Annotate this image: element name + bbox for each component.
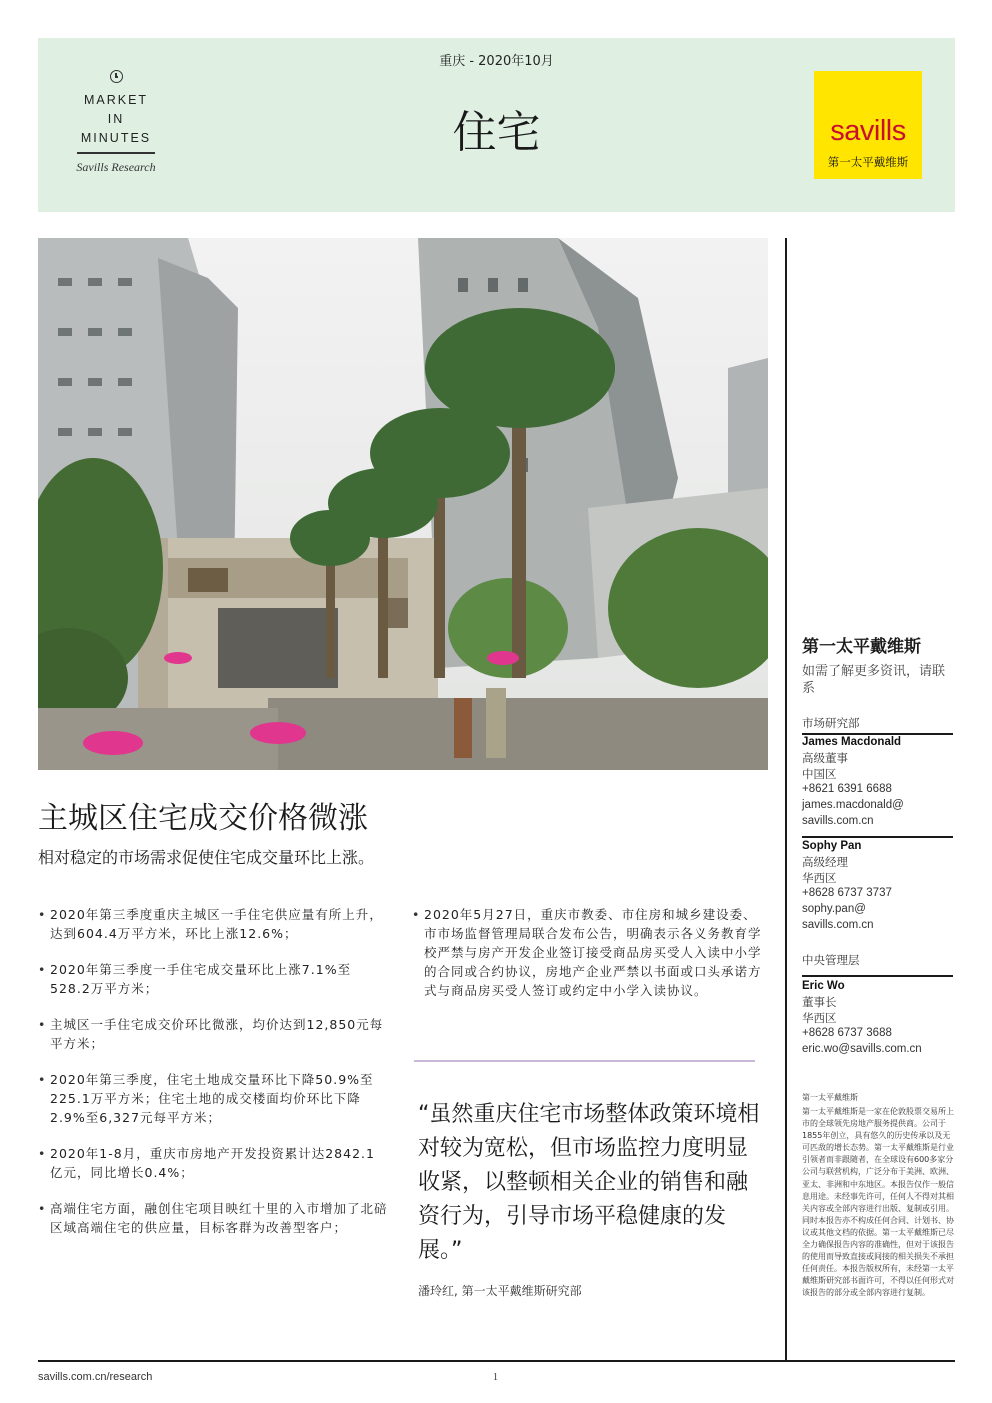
contact-card: [802, 979, 954, 1058]
savills-logo: [814, 71, 922, 179]
contact-region: 华西区: [802, 1010, 837, 1025]
article-subhead: 相对稳定的市场需求促使住宅成交量环比上涨。: [38, 848, 375, 867]
contact-phone[interactable]: +8628 6737 3688: [802, 1027, 892, 1040]
contact-email[interactable]: eric.wo@savills.com.cn: [802, 1043, 922, 1056]
contact-region: 华西区: [802, 870, 837, 885]
sidebar-divider: [785, 238, 787, 1360]
footer-divider: [38, 1360, 955, 1362]
list-item: • 2020年第三季度重庆主城区一手住宅供应量有所上升，达到604.4万平方米，环比上涨12.6%；: [38, 905, 388, 943]
location-date: 重庆 - 2020年10月: [439, 54, 554, 69]
header-band: [38, 38, 955, 212]
footer-link[interactable]: savills.com.cn/research: [38, 1371, 153, 1383]
list-item: • 2020年第三季度，住宅土地成交量环比下降50.9%至225.1万平方米；住宅土地的成交楼面均价环比下降2.9%至6,327元每平方米；: [38, 1070, 388, 1127]
contact-role: 高级董事: [802, 750, 848, 765]
quote-attribution: 潘玲红, 第一太平戴维斯研究部: [418, 1284, 582, 1298]
contact-divider: [802, 975, 953, 977]
section-label-management: 中央管理层: [802, 953, 860, 967]
quote-divider: [414, 1060, 755, 1062]
contact-name: Eric Wo: [802, 980, 845, 992]
page-title: 住宅: [452, 107, 541, 158]
contact-region: 中国区: [802, 766, 837, 781]
clock-icon: [110, 70, 123, 83]
list-item: • 高端住宅方面，融创住宅项目映红十里的入市增加了北碚区域高端住宅的供应量，目标客群为改善型客户；: [38, 1199, 388, 1237]
contact-email[interactable]: sophy.pan@: [802, 903, 866, 916]
sidebar-title: 第一太平戴维斯: [802, 637, 921, 657]
sidebar-intro: 如需了解更多资讯，请联系: [802, 664, 946, 696]
list-item: • 2020年5月27日，重庆市教委、市住房和城乡建设委、市市场监督管理局联合发布公告，明确表示各义务教育学校严禁与房产开发企业签订接受商品房买受人入读中小学的合同或合约协议，房地产企业严禁以书面或口头承诺方式与商品房买受人签订或约定中小学入读协议。: [412, 905, 768, 1000]
list-item: • 2020年1-8月，重庆市房地产开发投资累计达2842.1亿元，同比增长0.4%；: [38, 1144, 388, 1182]
contact-role: 董事长: [802, 994, 837, 1009]
contact-divider: [802, 836, 953, 838]
contact-phone[interactable]: +8628 6737 3737: [802, 887, 892, 900]
article-headline: 主城区住宅成交价格微涨: [38, 801, 368, 836]
pull-quote: “虽然重庆住宅市场整体政策环境相对较为宽松，但市场监控力度明显收紧，以整顿相关企业的销售和融资行为，引导市场平稳健康的发展。”: [418, 1102, 760, 1263]
series-subtitle: Savills Research: [76, 159, 156, 174]
list-item: • 2020年第三季度一手住宅成交量环比上涨7.1%至528.2万平方米；: [38, 960, 388, 998]
contact-phone[interactable]: +8621 6391 6688: [802, 783, 892, 796]
cover-photo: [38, 238, 768, 770]
contact-role: 高级经理: [802, 854, 848, 869]
section-label-research: 市场研究部: [802, 716, 860, 730]
series-line-2: IN: [107, 112, 125, 126]
contact-name: Sophy Pan: [802, 840, 862, 852]
contact-card: [802, 735, 954, 830]
contact-email-domain[interactable]: savills.com.cn: [802, 814, 874, 827]
series-line-1: MARKET: [83, 93, 149, 107]
logo-chinese-name: 第一太平戴维斯: [827, 155, 909, 169]
disclaimer-text: 第一太平戴维斯是一家在伦敦股票交易所上市的全球领先房地产服务提供商。公司于1855年创立，具有悠久的历史传承以及无可匹敌的增长态势。第一太平戴维斯是行业引领者而非跟随者，在全球设有600多家分公司与联营机构，广泛分布于美洲、欧洲、亚太、非洲和中东地区。本报告仅作一般信息用途。未经事先许可，任何人不得对其相关内容或全部内容进行出版、复制或引用。同时本报告亦不构成任何合同、计划书、协议或其他文档的依据。第一太平戴维斯已尽全力确保报告内容的准确性，但对于该报告的使用而导致直接或间接的相关损失不承担任何责任。本报告版权所有，未经第一太平戴维斯研究部书面许可，不得以任何形式对该报告的部分或全部内容进行复制。: [802, 1107, 954, 1298]
logo-wordmark: savills: [830, 115, 906, 147]
contact-email-domain[interactable]: savills.com.cn: [802, 918, 874, 931]
bullet-list-right: [412, 905, 768, 1017]
list-item: • 主城区一手住宅成交价环比微涨，均价达到12,850元每平方米；: [38, 1015, 388, 1053]
disclaimer-title: 第一太平戴维斯: [802, 1093, 858, 1102]
contact-name: James Macdonald: [802, 736, 902, 748]
page-number: 1: [493, 1372, 498, 1383]
series-line-3: MINUTES: [80, 131, 152, 145]
contact-email[interactable]: james.macdonald@: [802, 799, 904, 812]
bullet-list-left: [38, 905, 388, 1254]
contact-card: [802, 839, 954, 934]
